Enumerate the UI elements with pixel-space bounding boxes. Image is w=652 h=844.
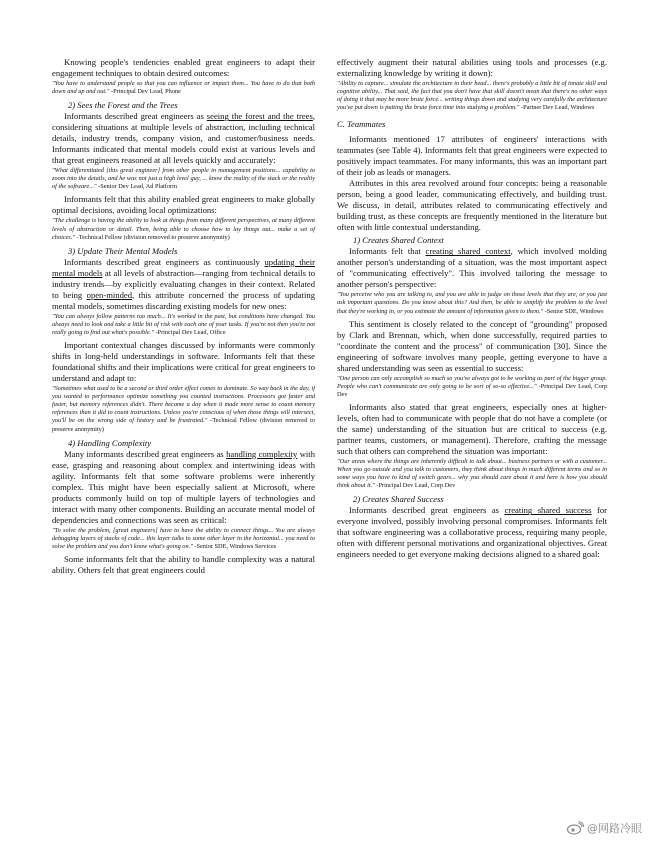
informant-quote bbox=[337, 291, 607, 315]
paragraph: Informants also stated that great engineers, especially ones at higher-levels, often had to communicate with people that do not have a complete (or the same) understanding of the situation but are critical to success (e.g. partner teams, customers, or management). Therefore, crafting the message such that others can comprehend the situation was important: bbox=[337, 401, 607, 456]
quote-text: "One person can only accomplish so much so you've always got to be working as part of the bigger group. People who can't communicate are only going to be sort of so-so effective..." bbox=[337, 374, 607, 390]
paragraph: Important contextual changes discussed by informants were commonly shifts in long-held understandings in software. Informants felt that these foundational shifts and their implications were critical for great engineers to understand and adapt to: bbox=[52, 340, 315, 384]
quote-text: "Sometimes what used to be a second or third order effect comes to dominate. So way back in the day, if you wanted to performance optimize something you counted instructions. Processors got faster and faster, but memory references didn't. There became a day when it made more sense to count memory references than it did to count instructions. Unless you're conscious of when those things will intersect, you'll be on the wrong side of history and be frustrated." bbox=[52, 385, 315, 425]
text-run: Informants described great engineers as continuously bbox=[64, 256, 265, 267]
attribute-term: handling complexity bbox=[226, 448, 298, 459]
quote-attribution: -Technical Fellow (division removed to preserve anonymity) bbox=[52, 417, 315, 433]
quote-attribution: -Technical Fellow (division removed to preserve anonymity) bbox=[75, 233, 230, 241]
informant-quote bbox=[52, 527, 315, 551]
section-heading: C. Teammates bbox=[337, 119, 386, 130]
text-run: at all levels of abstraction—ranging from technical details to industry trends—by explicitly evaluating changes in their context. Related to being bbox=[52, 267, 316, 300]
attribute-term: creating shared success bbox=[504, 505, 592, 516]
quote-text: "The challenge is having the ability to look at things from many different perspectives, at many different levels of abstraction or detail. Then, being able to choose how to lay things out... make a set of choices." bbox=[52, 217, 315, 241]
quote-attribution: -Principal Dev Lead, Corp Dev bbox=[337, 382, 607, 398]
informant-quote bbox=[52, 167, 315, 191]
paragraph: Informants mentioned 17 attributes of engineers' interactions with teammates (see Table 4). Informants felt that great engineers were expected to positively impact teammates. For many informants, this was an important part of their job as leads or managers. bbox=[337, 134, 607, 178]
quote-text: "What differentiated [this great engineer] from other people in management positions... capability to zoom into the details, and he was not just a high level guy, ... know the reality of the stack or the reality of the software..." bbox=[52, 167, 315, 191]
text-run: with ease, grasping and reasoning about complex and intertwining ideas with agility. Informants felt that some software problems were inherently complex. This might have been especially salient at Microsoft, where products commonly build on top of multiple layers of technologies and interact with many other components. Building an accurate mental model of dependencies and connections was seen as critical: bbox=[52, 448, 315, 525]
paragraph: Informants felt that this ability enabled great engineers to make globally optimal decisions, avoiding local optimizations: bbox=[52, 194, 315, 216]
paragraph bbox=[52, 449, 315, 526]
quote-attribution: -Senior SDE, Windows bbox=[543, 307, 604, 315]
subsection-heading: 1) Creates Shared Context bbox=[353, 235, 444, 246]
text-run: Informants described great engineers as bbox=[64, 111, 207, 122]
text-run: Informants felt that bbox=[349, 246, 426, 257]
paragraph bbox=[52, 257, 315, 312]
weibo-icon bbox=[566, 821, 584, 835]
quote-text: "Ability to capture... simulate the architecture in their head... there's probably a little bit of innate skill and cognitive ability... That said, the fact that you don't have that skill doesn't mean that there's no other ways of doing it that may be more brute force... writing things down and studying very carefully the architecture you've put down is putting the brute force time into studying a problem." bbox=[337, 80, 607, 112]
text-run: Many informants described great engineers as bbox=[64, 448, 227, 459]
quote-attribution: -Senior Dev Lead, Ad Platform bbox=[96, 183, 178, 191]
watermark bbox=[566, 820, 642, 836]
informant-quote bbox=[337, 375, 607, 399]
quote-text: "You perceive who you are talking to, and you are able to judge on those levels that they are, or you just ask important questions. Do you know about this? And then, be able to simplify the problem to the level that they're working in, or you estimate the amount of information given to them." bbox=[337, 291, 607, 315]
attribute-term: creating shared context bbox=[425, 246, 511, 257]
informant-quote bbox=[337, 80, 607, 112]
left-column bbox=[52, 57, 315, 576]
quote-attribution: -Partner Dev Lead, Windows bbox=[519, 104, 595, 112]
quote-text: "To solve the problem, [great engineers] have to have the ability to connect things... You are always debugging layers of stacks of code... this layer talks to some other layer in the horizontal... you need to solve the problem and you don't know what's going on." bbox=[52, 526, 315, 550]
quote-text: "Our areas where the things are inherently difficult to talk about... business partners or with a customer... When you go outside and you talk to customers, they think about things in much different terms and so in some ways you have to kind of switch gears... why you should care about it and here is how you should think about it." bbox=[337, 457, 607, 490]
paragraph bbox=[337, 246, 607, 290]
quote-text: "You have to understand people so that you can influence or impact them... You have to do that both down and up and out." bbox=[52, 80, 315, 96]
paragraph: Attributes in this area revolved around four concepts: being a reasonable person, being a good leader, communicating effectively, and building trust. We discuss, in detail, attributes related to communicating effectively and building trust, as these concepts are frequently mentioned in the literature but often with little contextual understanding. bbox=[337, 178, 607, 233]
watermark-text: @网路冷眼 bbox=[587, 822, 642, 835]
paragraph: Some informants felt that the ability to handle complexity was a natural ability. Others felt that great engineers could bbox=[52, 553, 315, 575]
text-run: , this attribute concerned the process of updating mental models, sometimes discarding existing models for new ones: bbox=[52, 289, 315, 311]
attribute-term: open-minded bbox=[86, 289, 132, 300]
quote-attribution: -Principal Dev Lead, Corp Dev bbox=[374, 482, 456, 490]
paragraph bbox=[52, 111, 315, 166]
text-run: , considering situations at multiple levels of abstraction, including technical details, industry trends, company vision, and customer/business needs. Informants indicated that mental models could exist at various levels and that great engineers reasoned at all levels quickly and accurately: bbox=[52, 111, 315, 166]
paragraph bbox=[337, 505, 607, 560]
subsection-heading: 3) Update Their Mental Models bbox=[68, 245, 178, 256]
attribute-term: updating their mental models bbox=[52, 256, 315, 278]
quote-attribution: -Principal Dev Lead, Phone bbox=[109, 88, 181, 96]
attribute-term: seeing the forest and the trees bbox=[206, 111, 313, 122]
informant-quote bbox=[52, 217, 315, 241]
right-column bbox=[337, 57, 607, 560]
subsection-heading: 4) Handling Complexity bbox=[68, 437, 152, 448]
informant-quote bbox=[52, 385, 315, 434]
informant-quote bbox=[337, 458, 607, 490]
text-run: for everyone involved, possibly involving personal compromises. Informants felt that software engineering was a collaborative process, requiring many people, often with different personal motivations and organizational objectives. Great engineers needed to get everyone making decisions aligned to a shared goal: bbox=[337, 505, 607, 560]
quote-text: "You can always follow patterns too much... It's worked in the past, but conditions have changed. You always need to look and take a little bit of risk with each one of your tasks. If you're not then you're not really going to find out what's possible." bbox=[52, 312, 315, 336]
paragraph: This sentiment is closely related to the concept of "grounding" proposed by Clark and Brennan, which, when done successfully, required parties to "coordinate the content and the process" of communication [30]. Since the engineering of software involves many people, getting everyone to have a shared understanding was seen as essential to success: bbox=[337, 318, 607, 373]
paragraph: Knowing people's tendencies enabled great engineers to adapt their engagement techniques to obtain desired outcomes: bbox=[52, 57, 315, 78]
quote-attribution: -Principal Dev Lead, Office bbox=[153, 328, 226, 336]
text-run: , which involved molding another person's understanding of a situation, was the most important aspect of "communicating effectively". This involved tailoring the message to another person's perspective: bbox=[337, 246, 607, 290]
informant-quote bbox=[52, 80, 315, 96]
informant-quote bbox=[52, 313, 315, 337]
paragraph: effectively augment their natural abilities using tools and processes (e.g. externalizing knowledge by writing it down): bbox=[337, 57, 607, 78]
subsection-heading: 2) Sees the Forest and the Trees bbox=[68, 100, 178, 111]
text-run: Informants described great engineers as bbox=[349, 505, 505, 516]
subsection-heading: 2) Creates Shared Success bbox=[353, 494, 444, 505]
quote-attribution: -Senior SDE, Windows Services bbox=[192, 542, 277, 550]
